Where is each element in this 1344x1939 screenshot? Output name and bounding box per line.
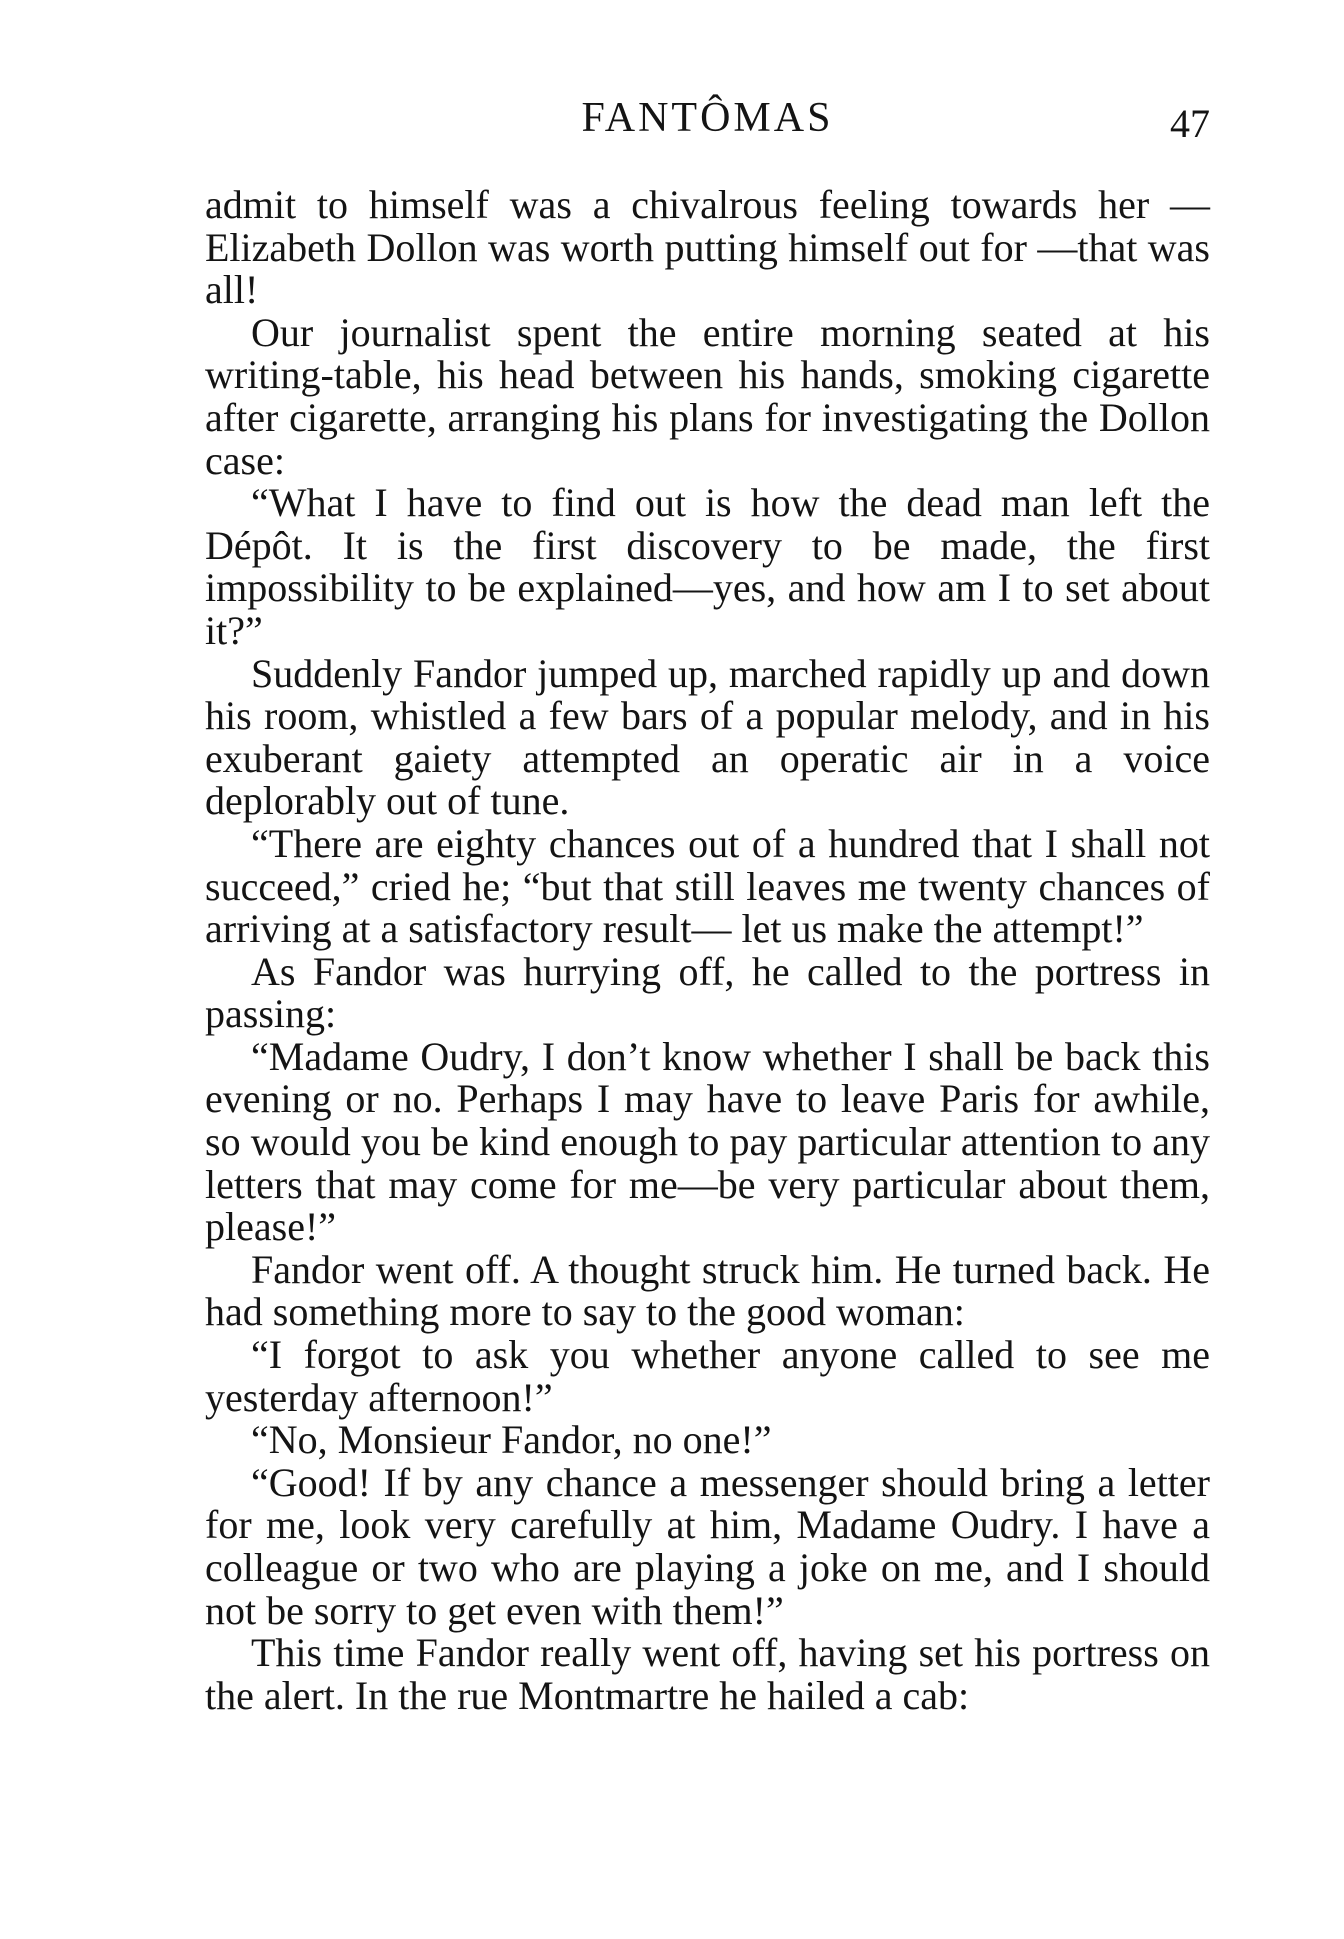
paragraph: “There are eighty chances out of a hundred that I shall not succeed,” cried he; “but that still leaves me twenty chances of arriving at a satisfactory result— let us make the attempt!”: [205, 820, 1210, 952]
paragraph: As Fandor was hurrying off, he called to the portress in passing:: [205, 948, 1210, 1037]
paragraph: Our journalist spent the entire morning seated at his writing-table, his head between his hands, smoking cigarette after cigarette, arranging his plans for investigating the Dollon case:: [205, 309, 1210, 483]
paragraph: Suddenly Fandor jumped up, marched rapidly up and down his room, whistled a few bars of a popular melody, and in his exuberant gaiety attempted an operatic air in a voice deplorably out of tune.: [205, 650, 1210, 824]
page-number: 47: [1170, 101, 1210, 146]
paragraph: This time Fandor really went off, having set his portress on the alert. In the rue Montmartre he hailed a cab:: [205, 1630, 1210, 1718]
paragraph: “Good! If by any chance a messenger should bring a letter for me, look very carefully at him, Madame Oudry. I have a colleague or two who are playing a joke on me, and I should not be sorry to get even with them!”: [205, 1459, 1210, 1633]
paragraph: Fandor went off. A thought struck him. He turned back. He had something more to say to the good woman:: [205, 1246, 1210, 1335]
paragraph: “Madame Oudry, I don’t know whether I shall be back this evening or no. Perhaps I may have to leave Paris for awhile, so would you be kind enough to pay particular attention to any letters that may come for me—be very particular about them, please!”: [205, 1033, 1210, 1250]
paragraph: admit to himself was a chivalrous feeling towards her —Elizabeth Dollon was worth putting himself out for —that was all!: [205, 182, 1210, 313]
running-header: [205, 88, 1210, 148]
paragraph: “No, Monsieur Fandor, no one!”: [251, 1417, 772, 1463]
paragraph: “I forgot to ask you whether anyone called to see me yesterday afternoon!”: [205, 1332, 1210, 1420]
running-title: FANTÔMAS: [581, 95, 834, 141]
paragraph: “What I have to find out is how the dead man left the Dépôt. It is the first discovery to be made, the first impossibility to be explained—yes, and how am I to set about it?”: [205, 480, 1210, 653]
body-text: [205, 184, 1210, 1717]
